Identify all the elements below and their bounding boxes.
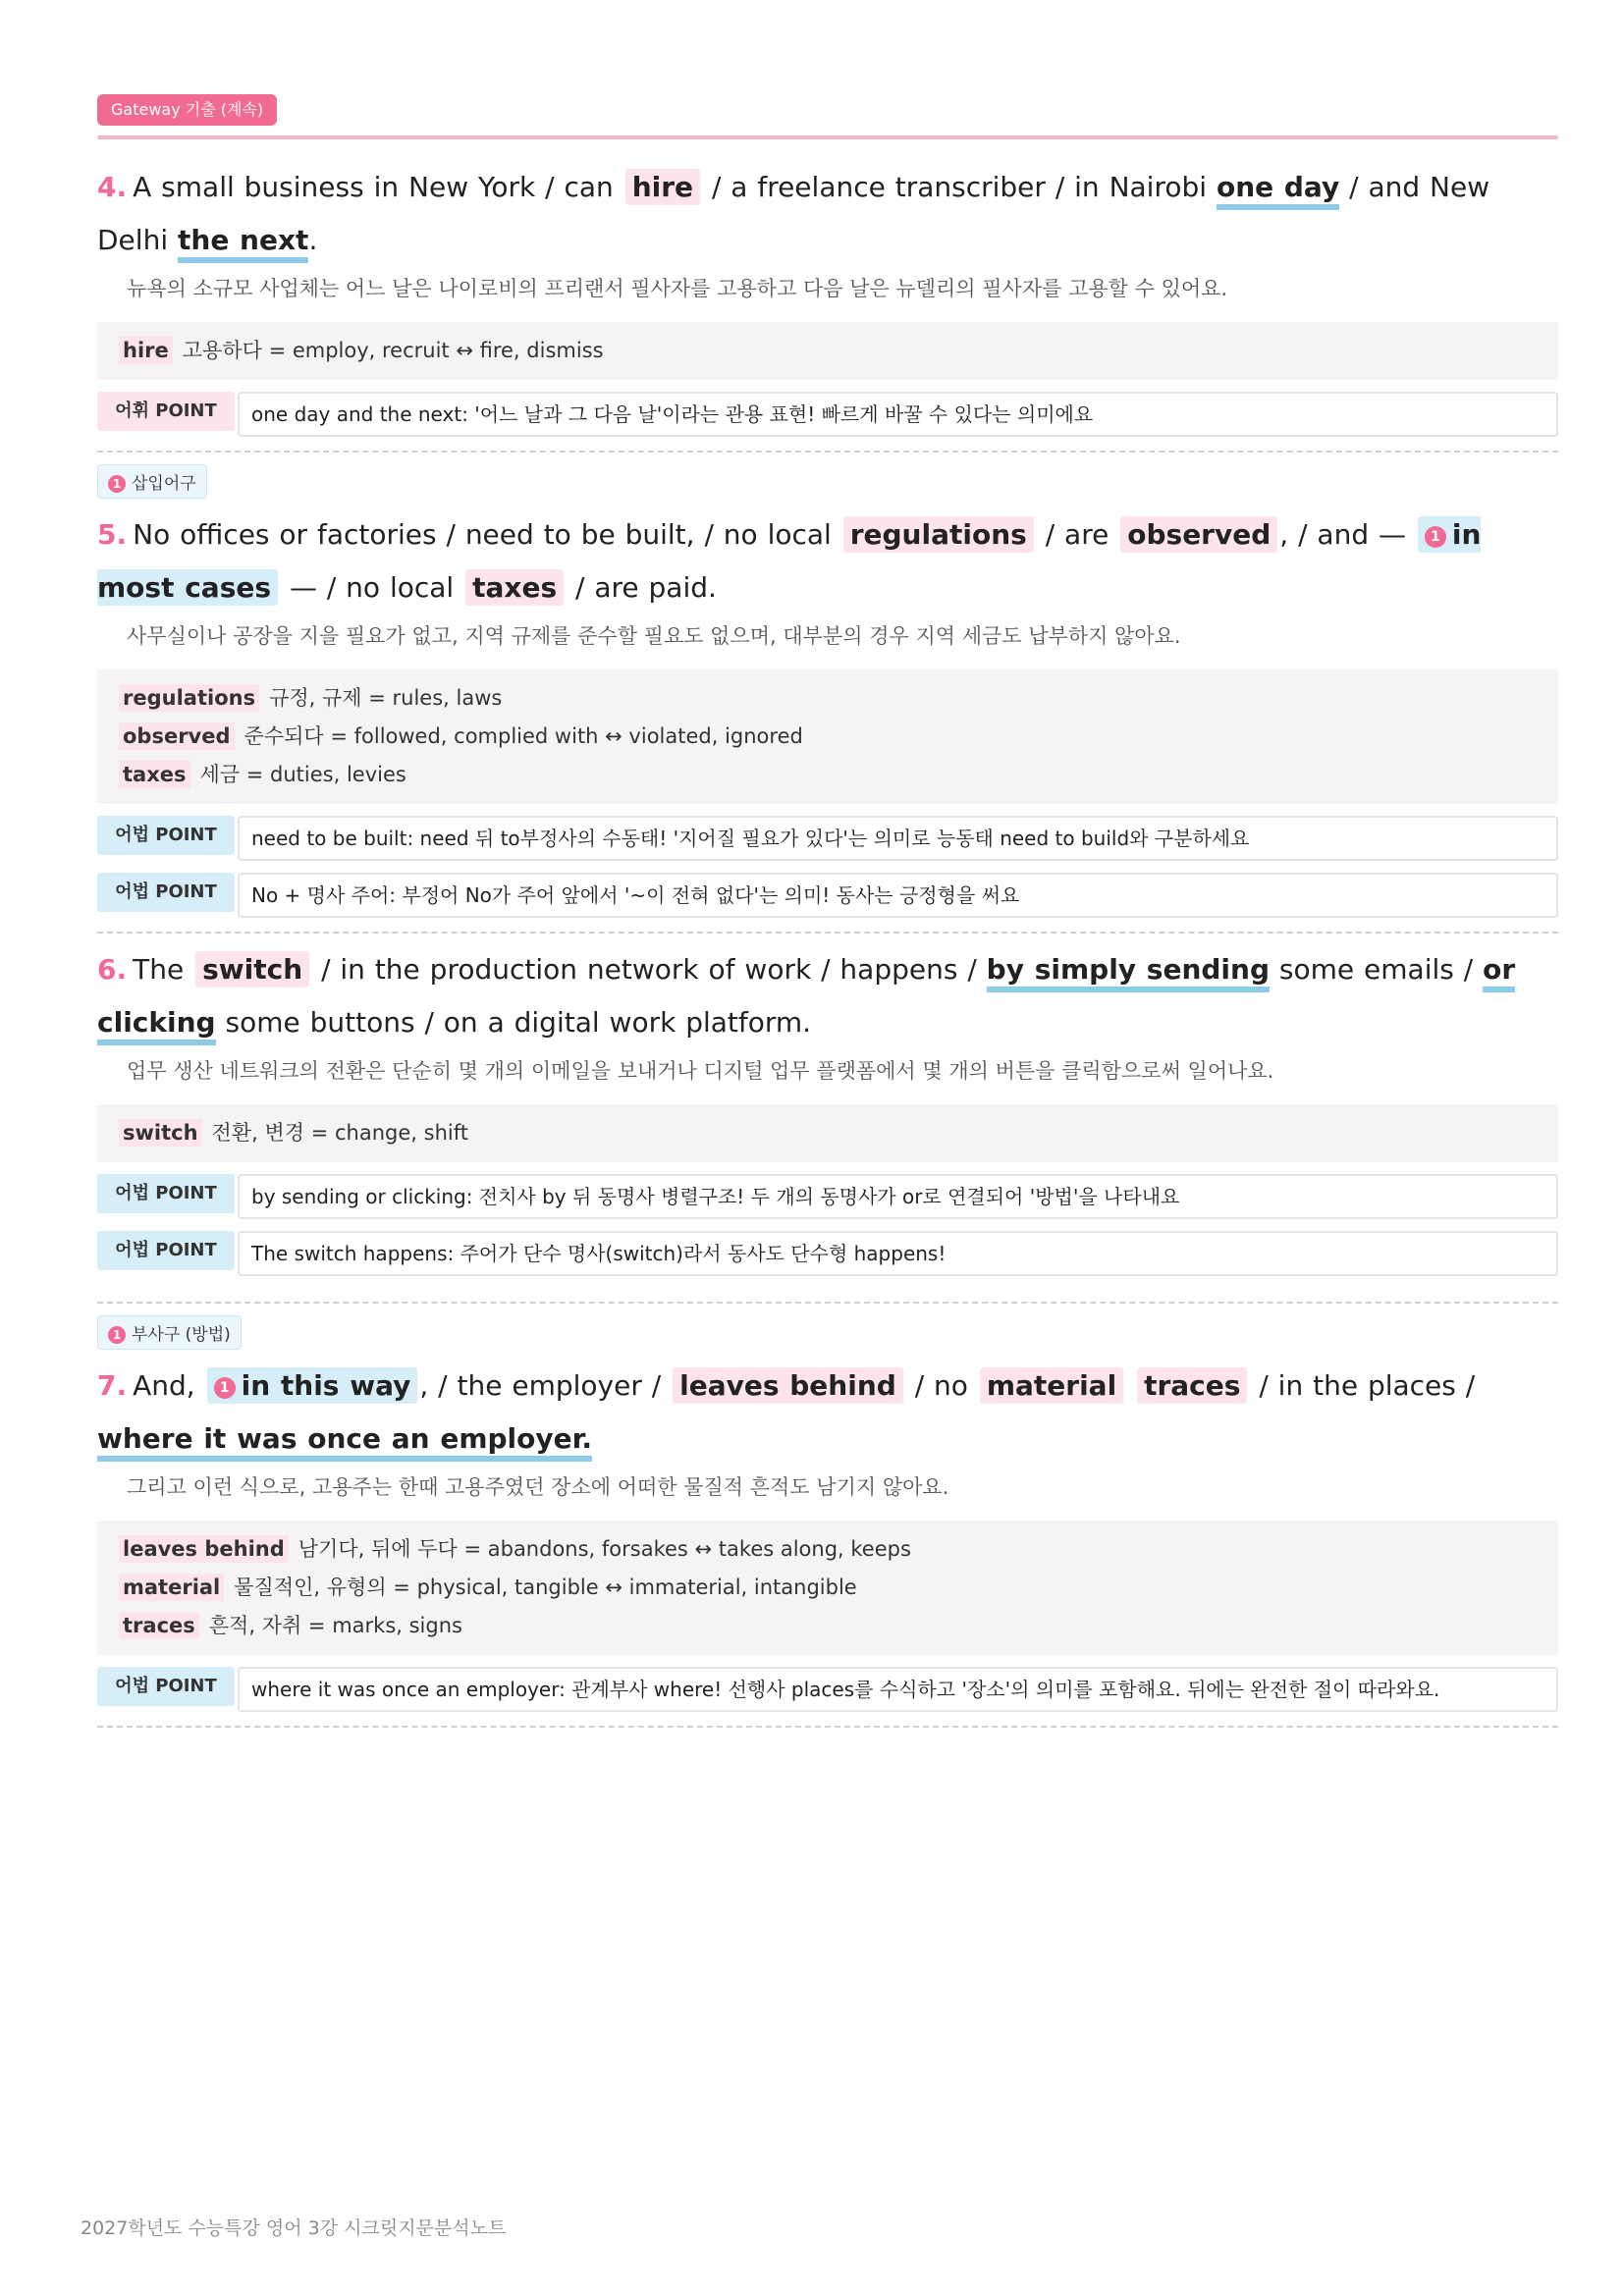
vocab-word: material: [119, 1574, 224, 1601]
vocab-row: [119, 718, 1537, 756]
sentence-6: 6. The switch / in the production network of work / happens / by simply sending some emails / or clicking some buttons / on a digital work platform.: [97, 943, 1558, 1049]
vocab-row: [119, 1607, 1537, 1645]
underlined-phrase: by simply sending: [987, 953, 1270, 992]
point-box: [97, 816, 1558, 861]
vocab-definition: 흔적, 자취 = marks, signs: [208, 1614, 462, 1637]
vocab-definition: 고용하다 = employ, recruit ↔ fire, dismiss: [182, 339, 604, 362]
vocab-row: [119, 1114, 1537, 1152]
header-divider: [97, 135, 1558, 139]
vocab-word: traces: [119, 1612, 199, 1639]
underlined-phrase: or clicking: [97, 953, 1515, 1045]
point-text: by sending or clicking: 전치사 by 뒤 동명사 병렬구조! 두 개의 동명사가 or로 연결되어 '방법'을 나타내요: [238, 1174, 1558, 1219]
sentence-4: 4. A small business in New York / can hire / a freelance transcriber / in Nairobi one day / and New Delhi the next.: [97, 161, 1558, 267]
point-text: No + 명사 주어: 부정어 No가 주어 앞에서 '~이 전혀 없다'는 의미! 동사는 긍정형을 써요: [238, 873, 1558, 918]
point-label: 어법 POINT: [97, 1174, 235, 1213]
section-badge: Gateway 기출 (계속): [97, 94, 277, 126]
vocab-definition: 세금 = duties, levies: [199, 763, 406, 786]
divider: [97, 1726, 1558, 1728]
highlight-word: leaves behind: [673, 1367, 903, 1404]
point-box: [97, 1667, 1558, 1712]
divider: [97, 1302, 1558, 1304]
highlight-word: switch: [195, 951, 309, 988]
highlight-word: observed: [1120, 516, 1277, 553]
sentence-number: 7.: [97, 1369, 128, 1402]
point-label: 어법 POINT: [97, 873, 235, 912]
highlight-word: hire: [625, 169, 700, 205]
point-box: [97, 392, 1558, 437]
vocab-definition: 전환, 변경 = change, shift: [211, 1121, 468, 1145]
point-text: one day and the next: '어느 날과 그 다음 날'이라는 관용 표현! 빠르게 바꿀 수 있다는 의미에요: [238, 392, 1558, 437]
divider: [97, 932, 1558, 934]
underlined-phrase: one day: [1217, 171, 1339, 210]
page-footer: 2027학년도 수능특강 영어 3강 시크릿지문분석노트: [81, 2217, 507, 2239]
number-marker: 1: [108, 1326, 126, 1344]
vocab-row: [119, 756, 1537, 794]
point-box: [97, 873, 1558, 918]
point-label: 어법 POINT: [97, 1231, 235, 1270]
vocab-box: [97, 322, 1558, 380]
point-text: where it was once an employer: 관계부사 where! 선행사 places를 수식하고 '장소'의 의미를 포함해요. 뒤에는 완전한 절이 따라와요.: [238, 1667, 1558, 1712]
divider: [97, 451, 1558, 453]
highlight-phrase-blue: 1 in most cases: [97, 518, 1482, 604]
point-text: The switch happens: 주어가 단수 명사(switch)라서 동사도 단수형 happens!: [238, 1231, 1558, 1276]
vocab-box: [97, 1104, 1558, 1162]
highlight-word: traces: [1137, 1367, 1247, 1404]
vocab-word: observed: [119, 722, 235, 750]
highlight-word: material: [980, 1367, 1123, 1404]
point-box: [97, 1231, 1558, 1276]
vocab-word: taxes: [119, 761, 190, 788]
sentence-number: 4.: [97, 171, 128, 203]
vocab-word: hire: [119, 337, 173, 364]
vocab-word: switch: [119, 1119, 202, 1147]
vocab-word: leaves behind: [119, 1535, 289, 1563]
sentence-number: 6.: [97, 953, 128, 986]
number-marker: 1: [108, 475, 126, 493]
point-label: 어휘 POINT: [97, 392, 235, 431]
highlight-word: taxes: [465, 569, 564, 606]
translation: 사무실이나 공장을 지을 필요가 없고, 지역 규제를 준수할 필요도 없으며, 대부분의 경우 지역 세금도 납부하지 않아요.: [127, 624, 1181, 648]
highlight-phrase-blue: 1 in this way: [207, 1367, 418, 1404]
translation: 업무 생산 네트워크의 전환은 단순히 몇 개의 이메일을 보내거나 디지털 업무 플랫폼에서 몇 개의 버튼을 클릭함으로써 일어나요.: [127, 1059, 1274, 1083]
number-marker: 1: [1425, 526, 1446, 548]
vocab-definition: 물질적인, 유형의 = physical, tangible ↔ immaterial, intangible: [234, 1575, 857, 1599]
vocab-row: [119, 1530, 1537, 1569]
vocab-row: [119, 1569, 1537, 1607]
highlight-word: regulations: [843, 516, 1034, 553]
vocab-box: [97, 1521, 1558, 1655]
grammar-tag: 1 부사구 (방법): [97, 1315, 242, 1350]
underlined-phrase: the next: [178, 224, 308, 263]
sentence-7: 7. And, 1 in this way , / the employer / leaves behind / no material traces / in the places / where it was once an employer.: [97, 1360, 1558, 1466]
number-marker: 1: [214, 1377, 236, 1399]
vocab-definition: 규정, 규제 = rules, laws: [269, 686, 503, 710]
translation: 뉴욕의 소규모 사업체는 어느 날은 나이로비의 프리랜서 필사자를 고용하고 다음 날은 뉴델리의 필사자를 고용할 수 있어요.: [127, 277, 1228, 300]
vocab-definition: 준수되다 = followed, complied with ↔ violated, ignored: [243, 724, 803, 748]
vocab-row: [119, 679, 1537, 718]
page: [97, 94, 1558, 1728]
vocab-definition: 남기다, 뒤에 두다 = abandons, forsakes ↔ takes along, keeps: [298, 1537, 911, 1561]
underlined-phrase: where it was once an employer.: [97, 1422, 592, 1462]
point-label: 어법 POINT: [97, 1667, 235, 1706]
vocab-word: regulations: [119, 684, 259, 712]
sentence-number: 5.: [97, 518, 128, 551]
point-text: need to be built: need 뒤 to부정사의 수동태! '지어질 필요가 있다'는 의미로 능동태 need to build와 구분하세요: [238, 816, 1558, 861]
vocab-box: [97, 669, 1558, 804]
point-label: 어법 POINT: [97, 816, 235, 855]
point-box: [97, 1174, 1558, 1219]
grammar-tag: 1 삽입어구: [97, 464, 207, 499]
vocab-row: [119, 332, 1537, 370]
translation: 그리고 이런 식으로, 고용주는 한때 고용주였던 장소에 어떠한 물질적 흔적도 남기지 않아요.: [127, 1475, 949, 1499]
sentence-5: 5. No offices or factories / need to be built, / no local regulations / are observed , / and — 1 in most cases — / no local taxes / are paid.: [97, 518, 1482, 604]
